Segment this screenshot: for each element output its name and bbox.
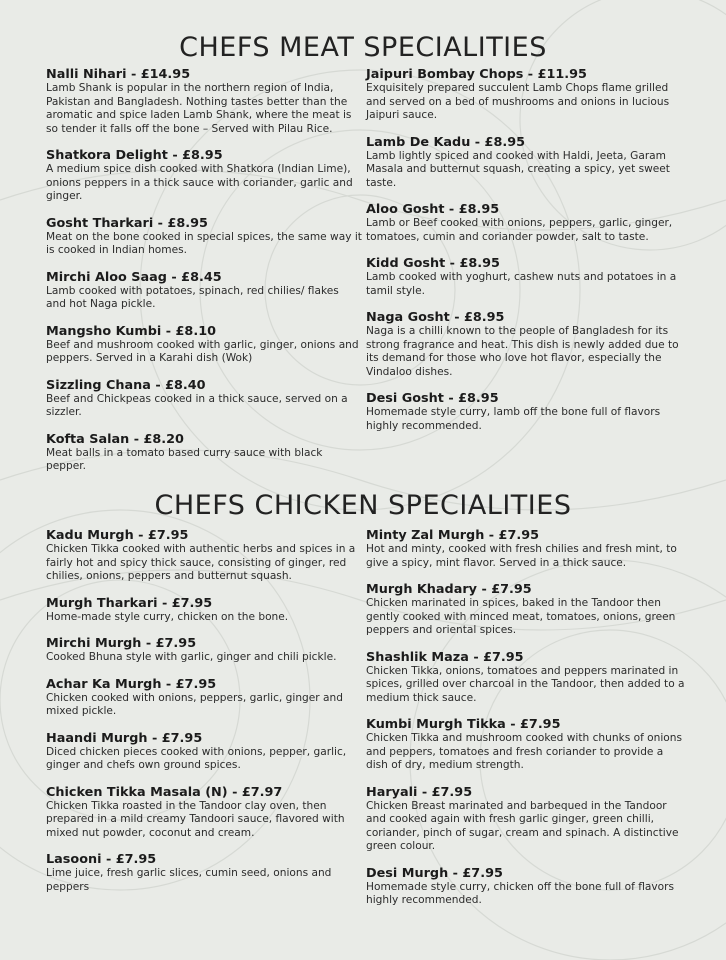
menu-item-description: Homemade style curry, chicken off the bone full of flavors highly recommended. bbox=[366, 880, 674, 906]
menu-item bbox=[46, 67, 362, 136]
meat-right-column bbox=[366, 67, 686, 445]
menu-item-description: Meat on the bone cooked in special spices, the same way it is cooked in Indian homes. bbox=[46, 230, 362, 256]
menu-item bbox=[46, 731, 362, 773]
menu-item-description: Lamb or Beef cooked with onions, peppers, garlic, ginger, tomatoes, cumin and coriander powder, salt to taste. bbox=[366, 217, 673, 243]
menu-item bbox=[46, 785, 362, 841]
menu-item-name: Desi Murgh - £7.95 bbox=[366, 865, 503, 881]
chicken-section-title: CHEFS CHICKEN SPECIALITIES bbox=[154, 490, 572, 521]
menu-item-name: Mangsho Kumbi - £8.10 bbox=[46, 323, 216, 339]
menu-item-description: Chicken Breast marinated and barbequed in the Tandoor and cooked again with fresh garlic ginger, green chilli, coriander, pinch of sugar, cream and spinach. A distinctive green colour. bbox=[366, 799, 679, 852]
menu-item-description: Chicken Tikka, onions, tomatoes and peppers marinated in spices, grilled over charcoal in the Tandoor, then added to a medium thick sauce. bbox=[366, 664, 685, 704]
menu-item-description: Beef and Chickpeas cooked in a thick sauce, served on a sizzler. bbox=[46, 392, 348, 418]
menu-item-name: Achar Ka Murgh - £7.95 bbox=[46, 676, 217, 692]
menu-item bbox=[366, 785, 686, 854]
menu-item bbox=[366, 582, 686, 638]
menu-item-name: Kumbi Murgh Tikka - £7.95 bbox=[366, 717, 561, 732]
menu-item-name: Gosht Tharkari - £8.95 bbox=[46, 215, 208, 231]
menu-item bbox=[366, 202, 686, 244]
menu-item-name: Shashlik Maza - £7.95 bbox=[366, 649, 524, 665]
menu-item-name: Lamb De Kadu - £8.95 bbox=[366, 134, 526, 150]
meat-section-title: CHEFS MEAT SPECIALITIES bbox=[179, 32, 547, 63]
menu-item-description: Home-made style curry, chicken on the bone. bbox=[46, 610, 289, 623]
menu-item-description: Lamb cooked with potatoes, spinach, red chilies/ flakes and hot Naga pickle. bbox=[46, 284, 339, 310]
meat-left-column bbox=[46, 67, 362, 486]
menu-item-name: Shatkora Delight - £8.95 bbox=[46, 148, 223, 163]
menu-item-name: Minty Zal Murgh - £7.95 bbox=[366, 528, 540, 543]
menu-item bbox=[366, 650, 686, 706]
menu-item bbox=[46, 324, 362, 366]
menu-item-name: Chicken Tikka Masala (N) - £7.97 bbox=[46, 784, 283, 800]
menu-item bbox=[46, 148, 362, 204]
menu-item bbox=[366, 866, 686, 908]
menu-item bbox=[46, 216, 362, 258]
menu-item-description: Homemade style curry, lamb off the bone full of flavors highly recommended. bbox=[366, 406, 661, 432]
menu-item bbox=[46, 636, 362, 665]
menu-item bbox=[366, 310, 686, 379]
menu-item bbox=[46, 270, 362, 312]
menu-item-name: Haryali - £7.95 bbox=[366, 784, 473, 800]
chicken-left-column bbox=[46, 528, 362, 906]
chicken-right-column bbox=[366, 528, 686, 920]
menu-item-description: Chicken marinated in spices, baked in the Tandoor then gently cooked with minced meat, tomatoes, onions, green peppers and oriental spices. bbox=[366, 597, 676, 636]
menu-item-name: Jaipuri Bombay Chops - £11.95 bbox=[366, 67, 587, 82]
menu-item-name: Mirchi Murgh - £7.95 bbox=[46, 636, 197, 651]
menu-item-description: Lamb Shank is popular in the northern region of India, Pakistan and Bangladesh. Nothing tastes better than the aromatic and spice laden Lamb Shank, where the meat is so tender it falls off the bone – Served with Pilau Rice. bbox=[46, 82, 352, 135]
menu-item-name: Nalli Nihari - £14.95 bbox=[46, 67, 191, 82]
menu-item bbox=[46, 852, 362, 894]
menu-item-name: Desi Gosht - £8.95 bbox=[366, 391, 499, 406]
menu-item bbox=[366, 391, 686, 433]
menu-item bbox=[366, 67, 686, 123]
menu-item bbox=[46, 596, 362, 625]
menu-item-description: Chicken Tikka and mushroom cooked with chunks of onions and peppers, tomatoes and fresh coriander to provide a dish of dry, medium strength. bbox=[366, 732, 683, 771]
menu-item-name: Haandi Murgh - £7.95 bbox=[46, 730, 203, 746]
menu-item-description: Lamb cooked with yoghurt, cashew nuts and potatoes in a tamil style. bbox=[366, 271, 677, 297]
menu-item-name: Mirchi Aloo Saag - £8.45 bbox=[46, 269, 222, 285]
menu-item-name: Murgh Tharkari - £7.95 bbox=[46, 595, 213, 611]
menu-item bbox=[366, 256, 686, 298]
menu-item bbox=[46, 432, 362, 474]
menu-item bbox=[46, 378, 362, 420]
menu-item-description: Lime juice, fresh garlic slices, cumin seed, onions and peppers bbox=[46, 867, 332, 893]
menu-item-name: Lasooni - £7.95 bbox=[46, 852, 157, 867]
menu-item-description: Exquisitely prepared succulent Lamb Chops flame grilled and served on a bed of mushrooms and onions in lucious Jaipuri sauce. bbox=[366, 82, 670, 121]
menu-item-name: Kofta Salan - £8.20 bbox=[46, 431, 184, 447]
menu-item-name: Sizzling Chana - £8.40 bbox=[46, 377, 206, 393]
menu-item-description: Cooked Bhuna style with garlic, ginger and chili pickle. bbox=[46, 651, 337, 663]
menu-item-description: Chicken Tikka cooked with authentic herbs and spices in a fairly hot and spicy thick sauce, consisting of ginger, red chilies, onions, peppers and butternut squash. bbox=[46, 543, 356, 582]
menu-item-description: Meat balls in a tomato based curry sauce with black pepper. bbox=[46, 446, 323, 472]
menu-item-description: Chicken Tikka roasted in the Tandoor clay oven, then prepared in a mild creamy Tandoori sauce, flavored with mixed nut powder, coconut and cream. bbox=[46, 799, 345, 839]
menu-item bbox=[366, 528, 686, 570]
menu-item-description: Diced chicken pieces cooked with onions, pepper, garlic, ginger and chefs own ground spices. bbox=[46, 745, 347, 771]
menu-item-name: Naga Gosht - £8.95 bbox=[366, 310, 505, 325]
menu-item bbox=[366, 135, 686, 191]
menu-item-description: Lamb lightly spiced and cooked with Haldi, Jeeta, Garam Masala and butternut squash, creating a spicy, yet sweet taste. bbox=[366, 149, 670, 189]
menu-item-name: Murgh Khadary - £7.95 bbox=[366, 582, 532, 597]
menu-item-name: Kadu Murgh - £7.95 bbox=[46, 528, 189, 543]
menu-item-description: Chicken cooked with onions, peppers, garlic, ginger and mixed pickle. bbox=[46, 691, 343, 717]
menu-item-description: Hot and minty, cooked with fresh chilies and fresh mint, to give a spicy, mint flavor. Served in a thick sauce. bbox=[366, 543, 677, 569]
menu-item-description: Beef and mushroom cooked with garlic, ginger, onions and peppers. Served in a Karahi dish (Wok) bbox=[46, 338, 359, 364]
menu-item bbox=[46, 528, 362, 584]
menu-item bbox=[366, 717, 686, 773]
menu-item bbox=[46, 677, 362, 719]
menu-item-description: A medium spice dish cooked with Shatkora (Indian Lime), onions peppers in a thick sauce with coriander, garlic and ginger. bbox=[46, 163, 353, 202]
menu-item-name: Aloo Gosht - £8.95 bbox=[366, 202, 500, 217]
menu-item-name: Kidd Gosht - £8.95 bbox=[366, 256, 500, 271]
menu-item-description: Naga is a chilli known to the people of Bangladesh for its strong fragrance and heat. This dish is newly added due to its demand for those who love hot flavor, especially the Vindaloo dishes. bbox=[366, 325, 679, 378]
